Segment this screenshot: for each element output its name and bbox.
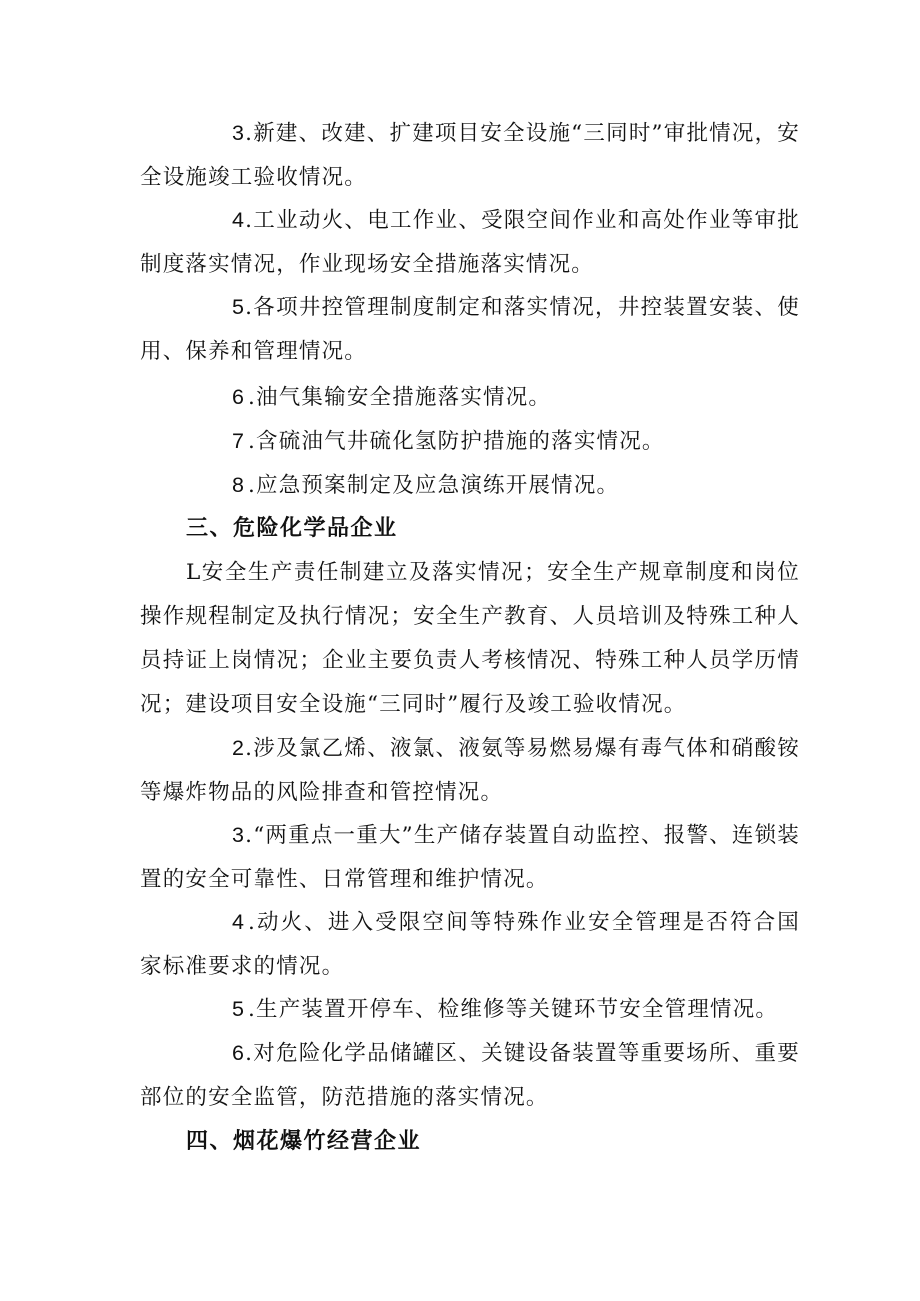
- list-item: 5 .生产装置开停车、检维修等关键环节安全管理情况。: [232, 997, 779, 1022]
- list-item: 7 .含硫油气井硫化氢防护措施的落实情况。: [232, 429, 665, 454]
- list-item: L安全生产责任制建立及落实情况；安全生产规章制度和岗位操作规程制定及执行情况；安全生产教育、人员培训及特殊工种人员持证上岗情况；企业主要负责人考核情况、特殊工种人员学历情况；建设项目安全设施“三同时”履行及竣工验收情况。: [140, 560, 800, 717]
- section-heading: 四、烟花爆竹经营企业: [186, 1129, 422, 1154]
- list-item: 3.“两重点一重大”生产储存装置自动监控、报警、连锁装置的安全可靠性、日常管理和维护情况。: [140, 823, 800, 892]
- list-item: 2.涉及氯乙烯、液氯、液氨等易燃易爆有毒气体和硝酸铵等爆炸物品的风险排查和管控情况。: [140, 736, 800, 805]
- list-item: 5.各项井控管理制度制定和落实情况，井控装置安装、使用、保养和管理情况。: [140, 295, 800, 364]
- list-item: 8 .应急预案制定及应急演练开展情况。: [232, 473, 620, 498]
- list-item: 4.工业动火、电工作业、受限空间作业和高处作业等审批制度落实情况，作业现场安全措施落实情况。: [140, 208, 800, 277]
- list-item: 6 .油气集输安全措施落实情况。: [232, 385, 552, 410]
- list-item: 4 .动火、进入受限空间等特殊作业安全管理是否符合国家标准要求的情况。: [140, 910, 800, 979]
- section-heading: 三、危险化学品企业: [186, 516, 398, 541]
- list-item: 6.对危险化学品储罐区、关键设备装置等重要场所、重要部位的安全监管，防范措施的落实情况。: [140, 1041, 800, 1110]
- list-item: 3.新建、改建、扩建项目安全设施“三同时”审批情况，安全设施竣工验收情况。: [140, 121, 800, 190]
